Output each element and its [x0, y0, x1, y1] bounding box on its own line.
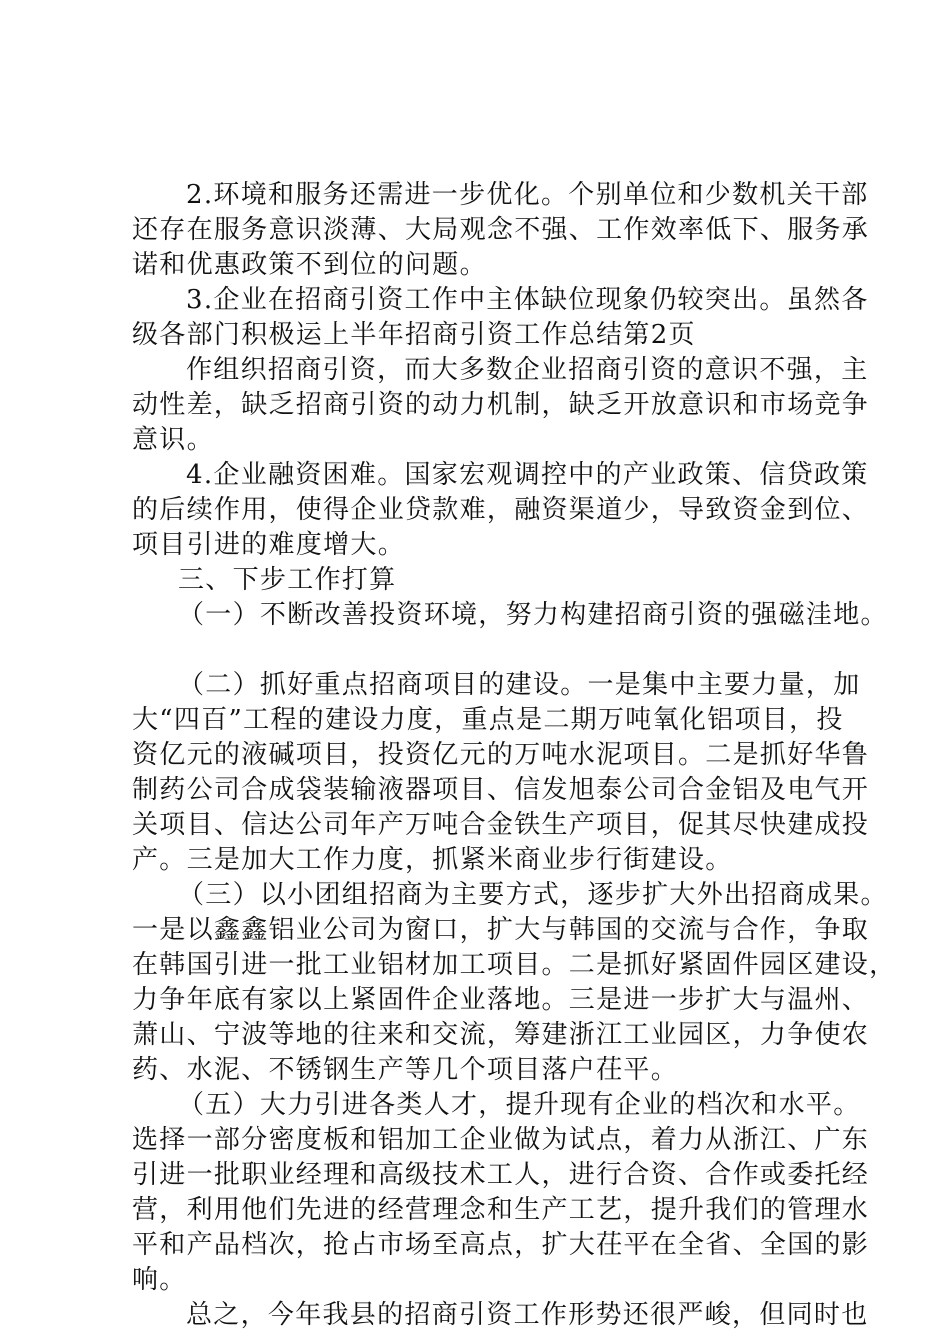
text-line: 总之，今年我县的招商引资工作形势还很严峻，但同时也 — [186, 1300, 869, 1330]
text-line: 一是以鑫鑫铝业公司为窗口，扩大与韩国的交流与合作，争取 — [132, 915, 870, 945]
text-line: 2.环境和服务还需进一步优化。个别单位和少数机关干部 — [186, 180, 869, 210]
text-line: 力争年底有家以上紧固件企业落地。三是进一步扩大与温州、 — [132, 985, 870, 1015]
text-line: 级各部门积极运上半年招商引资工作总结第2页 — [132, 320, 696, 350]
text-line: 关项目、信达公司年产万吨合金铁生产项目，促其尽快建成投 — [132, 810, 870, 840]
text-line: 在韩国引进一批工业铝材加工项目。二是抓好紧固件园区建设， — [132, 950, 897, 980]
text-line: （二）抓好重点招商项目的建设。一是集中主要力量，加 — [178, 670, 861, 700]
text-line: 引进一批职业经理和高级技术工人，进行合资、合作或委托经 — [132, 1160, 870, 1190]
text-line: 大“四百”工程的建设力度，重点是二期万吨氧化铝项目，投 — [132, 705, 844, 735]
text-line: 意识。 — [132, 425, 214, 455]
text-line: （三）以小团组招商为主要方式，逐步扩大外出招商成果。 — [178, 880, 888, 910]
text-line: 作组织招商引资，而大多数企业招商引资的意识不强，主 — [186, 355, 869, 385]
text-line: 还存在服务意识淡薄、大局观念不强、工作效率低下、服务承 — [132, 215, 870, 245]
text-line: 药、水泥、不锈钢生产等几个项目落户茌平。 — [132, 1055, 679, 1085]
text-line: 3.企业在招商引资工作中主体缺位现象仍较突出。虽然各 — [186, 285, 869, 315]
text-line: 萧山、宁波等地的往来和交流，筹建浙江工业园区，力争使农 — [132, 1020, 870, 1050]
text-line: 4.企业融资困难。国家宏观调控中的产业政策、信贷政策 — [186, 460, 869, 490]
text-line: 产。三是加大工作力度，抓紧米商业步行街建设。 — [132, 845, 733, 875]
text-line: 项目引进的难度增大。 — [132, 530, 406, 560]
text-line: （五）大力引进各类人才，提升现有企业的档次和水平。 — [178, 1090, 861, 1120]
text-line: 平和产品档次，抢占市场至高点，扩大茌平在全省、全国的影 — [132, 1230, 870, 1260]
section-heading: 三、下步工作打算 — [178, 565, 397, 595]
text-line: 资亿元的液碱项目，投资亿元的万吨水泥项目。二是抓好华鲁 — [132, 740, 870, 770]
text-line: 诺和优惠政策不到位的问题。 — [132, 250, 487, 280]
text-line: 响。 — [132, 1265, 187, 1295]
text-line: 动性差，缺乏招商引资的动力机制，缺乏开放意识和市场竞争 — [132, 390, 870, 420]
text-line: 的后续作用，使得企业贷款难，融资渠道少，导致资金到位、 — [132, 495, 870, 525]
text-line: 营，利用他们先进的经营理念和生产工艺，提升我们的管理水 — [132, 1195, 870, 1225]
text-line: 选择一部分密度板和铝加工企业做为试点，着力从浙江、广东 — [132, 1125, 870, 1155]
text-line: （一）不断改善投资环境，努力构建招商引资的强磁洼地。 — [178, 600, 888, 630]
text-line: 制药公司合成袋装输液器项目、信发旭泰公司合金铝及电气开 — [132, 775, 870, 805]
